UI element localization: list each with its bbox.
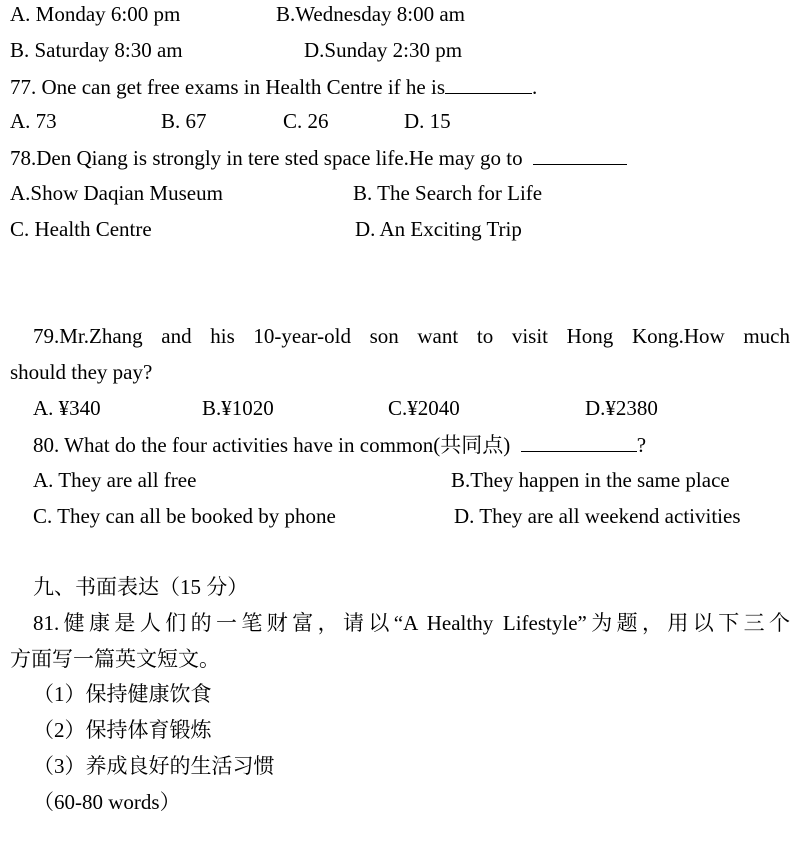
q81-line-2: 方面写一篇英文短文。 (10, 647, 220, 671)
q77-question (10, 73, 537, 100)
q80-option-d: D. They are all weekend activities (454, 504, 741, 528)
q79-line-1: 79.Mr.Zhang and his 10-year-old son want to visit Hong Kong.How much (33, 324, 790, 348)
q81-line-1: 81.健康是人们的一笔财富，请以“A Healthy Lifestyle”为题，用以下三个 (33, 611, 790, 635)
q78-option-d: D. An Exciting Trip (355, 217, 522, 241)
q79-option-d: D.¥2380 (585, 396, 658, 420)
q78-question (10, 144, 627, 171)
q76-option-d: D.Sunday 2:30 pm (304, 38, 463, 62)
q81-point-3: （3）养成良好的生活习惯 (33, 754, 275, 778)
q80-option-a: A. They are all free (33, 468, 197, 492)
q77-option-a: A. 73 (10, 109, 57, 133)
q79-option-b: B.¥1020 (202, 396, 274, 420)
q76-option-c: B. Saturday 8:30 am (10, 38, 183, 62)
q78-option-a: A.Show Daqian Museum (10, 181, 223, 205)
q77-option-d: D. 15 (404, 109, 451, 133)
q76-option-a: A. Monday 6:00 pm (10, 2, 181, 26)
q81-point-1: （1）保持健康饮食 (33, 682, 212, 706)
q77-option-c: C. 26 (283, 109, 329, 133)
q78-option-c: C. Health Centre (10, 217, 152, 241)
q77-answer-blank (445, 73, 532, 94)
q78-option-b: B. The Search for Life (353, 181, 543, 205)
q81-word-count: （60-80 words） (33, 790, 181, 814)
q79-line-2: should they pay? (10, 360, 153, 384)
q79-option-c: C.¥2040 (388, 396, 460, 420)
q78-stem: 78.Den Qiang is strongly in tere sted space life.He may go to (10, 146, 523, 170)
q77-option-b: B. 67 (161, 109, 207, 133)
q76-option-b: B.Wednesday 8:00 am (276, 2, 466, 26)
q80-question (33, 431, 646, 458)
q80-option-c: C. They can all be booked by phone (33, 504, 336, 528)
q77-end: . (532, 75, 538, 99)
q77-stem: 77. One can get free exams in Health Centre if he is (10, 75, 446, 99)
q80-end: ? (636, 433, 647, 457)
q80-answer-blank (521, 431, 637, 452)
q78-answer-blank (533, 144, 627, 165)
section9-heading: 九、书面表达（15 分） (33, 575, 249, 599)
q80-option-b: B.They happen in the same place (451, 468, 730, 492)
q81-point-2: （2）保持体育锻炼 (33, 718, 212, 742)
q79-option-a: A. ¥340 (33, 396, 101, 420)
q80-stem: 80. What do the four activities have in common(共同点) (33, 433, 511, 457)
